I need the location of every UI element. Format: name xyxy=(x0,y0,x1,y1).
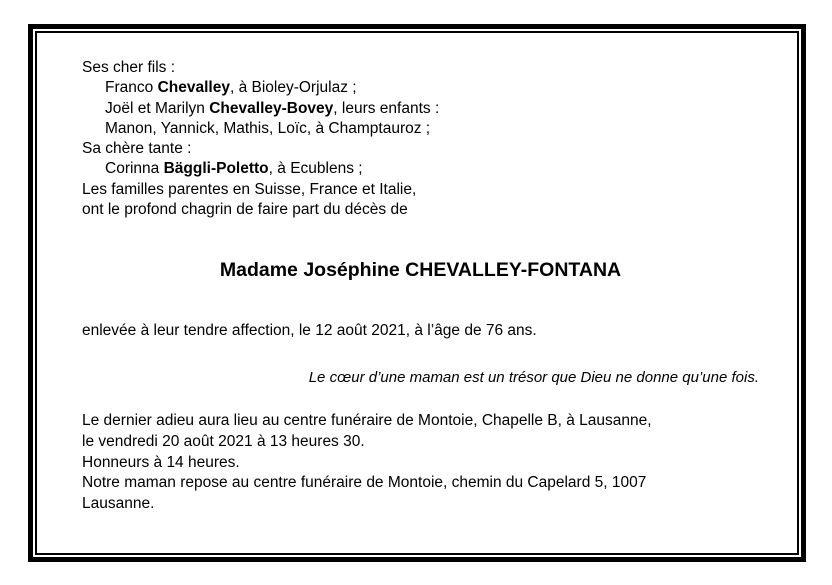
intro-text: , à Bioley-Orjulaz ; xyxy=(229,79,357,97)
intro-line xyxy=(82,139,759,159)
intro-line xyxy=(82,159,759,179)
funeral-detail-line: Le dernier adieu aura lieu au centre funéraire de Montoie, Chapelle B, à Lausanne, xyxy=(82,411,652,429)
memorial-card-frame xyxy=(28,24,806,562)
intro-text: Sa chère tante : xyxy=(82,140,192,158)
family-list xyxy=(82,58,759,220)
death-announcement: enlevée à leur tendre affection, le 12 août 2021, à l’âge de 76 ans. xyxy=(82,322,537,340)
deceased-name: Madame Joséphine CHEVALLEY-FONTANA xyxy=(219,259,622,282)
funeral-detail-line: Notre maman repose au centre funéraire de Montoie, chemin du Capelard 5, 1007 xyxy=(82,474,647,492)
obituary-content xyxy=(37,33,797,515)
intro-line xyxy=(82,78,759,98)
intro-text: , leurs enfants : xyxy=(333,99,440,117)
intro-text: ont le profond chagrin de faire part du décès de xyxy=(82,201,408,219)
surname-bold: Chevalley xyxy=(157,79,230,97)
intro-line xyxy=(82,99,759,119)
intro-text: , à Ecublens ; xyxy=(268,160,363,178)
funeral-detail-line: Honneurs à 14 heures. xyxy=(82,453,240,471)
surname-bold: Chevalley-Bovey xyxy=(209,99,334,117)
intro-line xyxy=(82,119,759,139)
funeral-detail-line: Lausanne. xyxy=(82,495,155,513)
intro-line xyxy=(82,58,759,78)
surname-bold: Bäggli-Poletto xyxy=(163,160,269,178)
funeral-details xyxy=(82,411,759,515)
intro-line xyxy=(82,180,759,200)
funeral-detail-line: le vendredi 20 août 2021 à 13 heures 30. xyxy=(82,432,365,450)
memorial-quote: Le cœur d’une maman est un trésor que Dieu ne donne qu’une fois. xyxy=(308,368,759,386)
intro-text: Les familles parentes en Suisse, France et Italie, xyxy=(82,180,417,198)
memorial-card-inner-border xyxy=(35,31,799,555)
intro-text: Ses cher fils : xyxy=(82,59,176,76)
intro-text: Franco xyxy=(105,79,158,97)
intro-line xyxy=(82,200,759,220)
intro-text: Corinna xyxy=(105,160,164,178)
intro-text: Manon, Yannick, Mathis, Loïc, à Champtauroz ; xyxy=(105,119,431,137)
intro-text: Joël et Marilyn xyxy=(105,99,210,117)
